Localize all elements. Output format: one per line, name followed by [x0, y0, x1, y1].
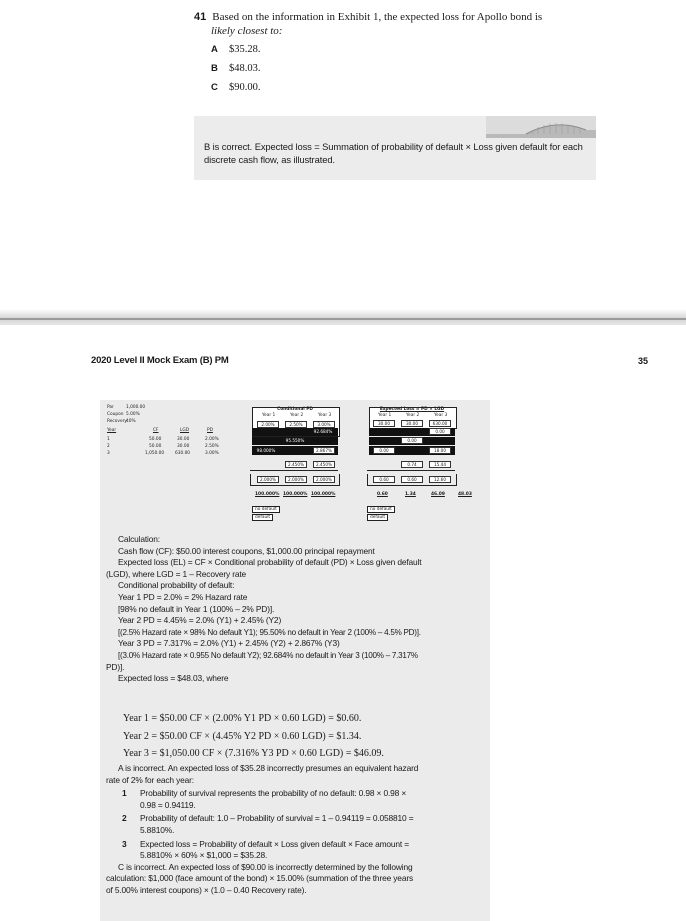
pd-cell: 2.867%: [313, 447, 335, 454]
el-grand-total: 48.03: [458, 492, 472, 497]
default-tag: default: [252, 514, 273, 521]
pd-cell: 2.450%: [313, 461, 335, 468]
el-total: 46.09: [431, 492, 445, 497]
page-number: 35: [638, 356, 649, 366]
el-total: 0.60: [377, 492, 388, 497]
year-3-loss: Year 3 = $1,050.00 CF × (7.316% Y3 PD × 0.60 LGD) = $46.09.: [123, 748, 384, 759]
list-text: Probability of default: 1.0 – Probability of survival = 1 – 0.94119 = 0.058810 =: [140, 813, 414, 824]
pd-cell: 2.000%: [257, 476, 279, 483]
option-b[interactable]: [211, 60, 614, 78]
list-number: 2: [122, 813, 127, 824]
calc-line: [98% no default in Year 1 (100% – 2% PD)].: [118, 603, 275, 614]
input-label-recovery: Recovery: [107, 419, 127, 424]
c-incorrect-line2: calculation: $1,000 (face amount of the bond) × 15.00% (summation of the three years: [106, 873, 414, 884]
calc-line: Expected loss = $48.03, where: [118, 673, 229, 684]
list-number: 1: [122, 788, 127, 799]
list-text: 5.8810% × 60% × $1,000 = $35.28.: [140, 850, 268, 861]
question-block: [194, 10, 614, 97]
option-text: $48.03.: [229, 63, 261, 74]
pd-cell: 2.00%: [257, 421, 279, 428]
el-total: 1.34: [405, 492, 416, 497]
question-number: 41: [194, 11, 207, 23]
table-cell: 50.00: [149, 444, 162, 449]
no-default-tag: no default: [252, 506, 280, 513]
input-label-par: Par: [107, 405, 114, 410]
option-letter: C: [211, 82, 218, 93]
table-header-year: Year: [107, 428, 117, 433]
answer-explanation-box: [194, 116, 596, 180]
el-divider: [367, 459, 455, 471]
el-cell: 30.00: [373, 420, 395, 427]
table-header-pd: PD: [207, 428, 213, 433]
el-header: Year 2: [406, 413, 420, 418]
table-cell: 1: [107, 437, 110, 442]
question-stem: [194, 10, 614, 38]
page-break-shadow: [0, 309, 686, 325]
option-a[interactable]: [211, 41, 614, 59]
el-cell: 0.00: [429, 428, 451, 435]
table-cell: 3: [107, 451, 110, 456]
calculation-text: [104, 534, 484, 685]
c-incorrect-line1: C is incorrect. An expected loss of $90.00 is incorrectly determined by the following: [118, 861, 413, 872]
calc-line: Conditional probability of default:: [118, 580, 235, 591]
table-header-lgd: LGD: [180, 428, 190, 433]
pd-header: Year 3: [318, 413, 332, 418]
table-cell: 30.00: [177, 437, 190, 442]
el-cell: 15.44: [429, 461, 451, 468]
conditional-pd-title: Conditional PD: [277, 407, 313, 412]
pd-cell: 2.000%: [313, 476, 335, 483]
table-cell: 2: [107, 444, 110, 449]
table-cell: 630.00: [175, 451, 191, 456]
el-cell: 0.74: [401, 461, 423, 468]
table-cell: 30.00: [177, 444, 190, 449]
el-cell: 30.00: [401, 420, 423, 427]
a-incorrect-line1: A is incorrect. An expected loss of $35.28 incorrectly presumes an equivalent hazard: [118, 763, 419, 773]
table-header-cf: CF: [153, 428, 159, 433]
calc-line: Year 2 PD = 4.45% = 2.0% (Y1) + 2.45% (Y2): [118, 615, 282, 626]
pd-header: Year 2: [290, 413, 304, 418]
no-default-tag: no default: [367, 506, 395, 513]
c-incorrect-line3: of 5.00% interest coupons) × (1.0 – 0.40 Recovery rate).: [106, 884, 307, 895]
calc-line: Year 1 PD = 2.0% = 2% Hazard rate: [118, 591, 248, 602]
bridge-banner-image: [486, 116, 596, 138]
option-c[interactable]: [211, 79, 614, 97]
calc-line: [(2.5% Hazard rate × 98% No default Y1); 95.50% no default in Year 2 (100% – 4.5% PD)].: [118, 627, 421, 637]
pd-total: 100.000%: [255, 492, 280, 497]
expected-loss-title: Expected Loss = PD × LGD: [379, 407, 445, 412]
year-1-loss: Year 1 = $50.00 CF × (2.00% Y1 PD × 0.60 LGD) = $0.60.: [123, 713, 362, 724]
el-header: Year 3: [434, 413, 448, 418]
list-item: [104, 788, 486, 811]
table-cell: 2.50%: [205, 444, 219, 449]
input-label-coupon: Coupon: [107, 412, 124, 417]
list-text: Expected loss = Probability of default × Loss given default × Face amount =: [140, 838, 410, 849]
pd-total: 100.000%: [283, 492, 308, 497]
pd-total: 100.000%: [311, 492, 336, 497]
list-text: 0.98 = 0.94119.: [140, 799, 196, 810]
a-incorrect-line2: rate of 2% for each year:: [106, 774, 194, 785]
el-header: Year 1: [378, 413, 392, 418]
calc-line: Year 3 PD = 7.317% = 2.0% (Y1) + 2.45% (Y2) + 2.867% (Y3): [118, 638, 340, 649]
pd-cell: 3.00%: [313, 421, 335, 428]
table-cell: 3.00%: [205, 451, 219, 456]
option-text: $35.28.: [229, 44, 261, 55]
list-item: [104, 813, 486, 836]
el-cell: 12.60: [429, 476, 451, 483]
pd-divider: [250, 474, 340, 486]
el-cell: 0.60: [401, 476, 423, 483]
pd-cell: 2.000%: [285, 476, 307, 483]
pd-divider: [250, 459, 338, 471]
el-cell: 630.00: [429, 420, 451, 427]
el-cell: 0.60: [373, 476, 395, 483]
pd-black-cell-a: 92.684%: [310, 428, 336, 435]
list-item: [104, 839, 486, 862]
calc-line: (LGD), where LGD = 1 – Recovery rate: [106, 568, 247, 579]
pd-cell: 2.450%: [285, 461, 307, 468]
pd-black-cell-b: 95.550%: [282, 437, 308, 444]
question-text-line1: Based on the information in Exhibit 1, the expected loss for Apollo bond is: [212, 11, 543, 23]
yearly-expected-loss: [123, 710, 384, 763]
el-divider: [367, 474, 457, 486]
pd-cell: 2.50%: [285, 421, 307, 428]
list-number: 3: [122, 838, 127, 849]
list-text: Probability of survival represents the probability of no default: 0.98 × 0.98 ×: [140, 788, 407, 799]
page-header: 2020 Level II Mock Exam (B) PM: [91, 355, 229, 366]
el-cell: 0.00: [401, 437, 423, 444]
default-tag: default: [367, 514, 388, 521]
calc-line: PD)].: [106, 661, 125, 672]
calc-line: Expected loss (EL) = CF × Conditional probability of default (PD) × Loss given default: [118, 557, 422, 568]
incorrect-explanations: [104, 763, 486, 897]
answer-options: [194, 41, 614, 97]
input-value-coupon: 5.00%: [126, 412, 140, 417]
list-text: 5.8810%.: [140, 824, 175, 835]
pd-black-cell-c: 98.000%: [252, 447, 280, 454]
table-cell: 50.00: [149, 437, 162, 442]
el-cell: 0.00: [373, 447, 395, 454]
year-2-loss: Year 2 = $50.00 CF × (4.45% Y2 PD × 0.60 LGD) = $1.34.: [123, 730, 362, 742]
input-value-par: 1,000.00: [126, 405, 146, 410]
el-cell: 18.00: [429, 447, 451, 454]
answer-explanation-text: B is correct. Expected loss = Summation of probability of default × Loss given default for each discrete cash flow, as illustrated.: [204, 141, 583, 165]
page-break-line: [0, 318, 686, 320]
option-text: $90.00.: [229, 82, 261, 93]
input-value-recovery: 40%: [126, 419, 136, 424]
question-text-line2: likely closest to:: [211, 25, 283, 37]
table-cell: 1,050.00: [145, 451, 165, 456]
calc-line: Cash flow (CF): $50.00 interest coupons, $1,000.00 principal repayment: [118, 545, 375, 556]
pd-header: Year 1: [262, 413, 276, 418]
option-letter: B: [211, 63, 218, 74]
table-cell: 2.00%: [205, 437, 219, 442]
calc-line: Calculation:: [118, 534, 160, 544]
calc-line: [(3.0% Hazard rate × 0.955 No default Y2); 92.684% no default in Year 3 (100% – 7.317%: [118, 650, 418, 660]
option-letter: A: [211, 44, 218, 55]
